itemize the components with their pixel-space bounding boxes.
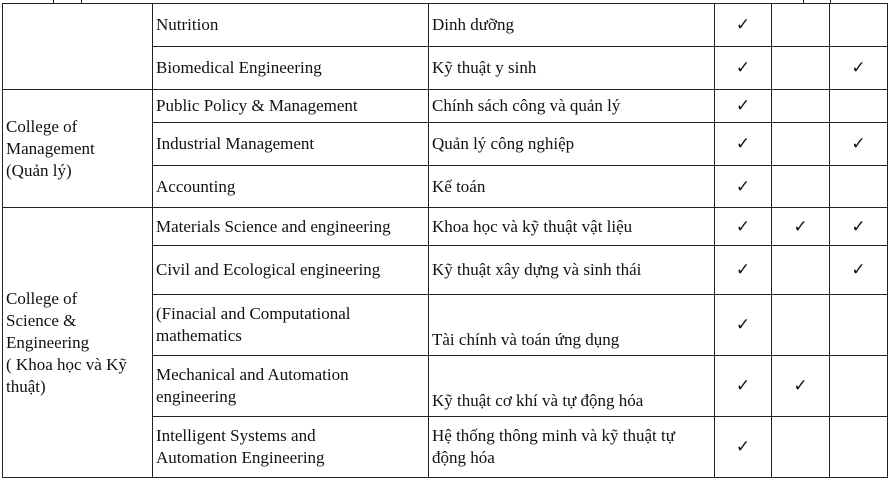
program-name-en: Public Policy & Management <box>153 90 429 123</box>
program-name-en: Civil and Ecological engineering <box>153 246 429 295</box>
check-mark-icon: ✓ <box>735 15 751 35</box>
check-cell-3 <box>830 208 888 246</box>
check-cell-2 <box>772 90 830 123</box>
check-cell-1 <box>715 295 772 356</box>
check-mark-icon: ✓ <box>735 260 751 280</box>
program-name-vn: Tài chính và toán ứng dụng <box>429 295 715 356</box>
check-cell-3 <box>830 166 888 208</box>
program-name-en: Accounting <box>153 166 429 208</box>
check-cell-2 <box>772 246 830 295</box>
table-row <box>3 4 888 47</box>
program-name-en: Mechanical and Automation engineering <box>153 356 429 417</box>
check-cell-2 <box>772 417 830 478</box>
check-mark-icon: ✓ <box>735 437 751 457</box>
check-cell-2 <box>772 208 830 246</box>
check-mark-icon: ✓ <box>735 315 751 335</box>
check-cell-1 <box>715 90 772 123</box>
program-name-en: (Finacial and Computational mathematics <box>153 295 429 356</box>
check-cell-2 <box>772 4 830 47</box>
check-cell-1 <box>715 208 772 246</box>
check-cell-3 <box>830 90 888 123</box>
check-cell-1 <box>715 123 772 166</box>
check-cell-3 <box>830 417 888 478</box>
program-name-vn: Quản lý công nghiệp <box>429 123 715 166</box>
check-mark-icon: ✓ <box>793 216 808 237</box>
check-mark-icon: ✓ <box>735 216 751 237</box>
program-name-vn: Kỹ thuật xây dựng và sinh thái <box>429 246 715 295</box>
check-mark-icon: ✓ <box>735 58 751 78</box>
check-cell-2 <box>772 166 830 208</box>
program-name-en: Industrial Management <box>153 123 429 166</box>
program-name-vn: Kỹ thuật y sinh <box>429 47 715 90</box>
check-cell-2 <box>772 123 830 166</box>
program-name-vn: Kế toán <box>429 166 715 208</box>
program-name-en: Nutrition <box>153 4 429 47</box>
check-mark-icon: ✓ <box>851 216 866 237</box>
check-mark-icon: ✓ <box>735 176 751 197</box>
program-name-vn: Kỹ thuật cơ khí và tự động hóa <box>429 356 715 417</box>
check-cell-2 <box>772 356 830 417</box>
program-name-vn: Chính sách công và quản lý <box>429 90 715 123</box>
check-cell-3 <box>830 295 888 356</box>
check-cell-3 <box>830 246 888 295</box>
check-cell-3 <box>830 356 888 417</box>
table-row <box>3 208 888 246</box>
check-mark-icon: ✓ <box>851 260 866 280</box>
program-name-en: Biomedical Engineering <box>153 47 429 90</box>
check-mark-icon: ✓ <box>735 134 751 154</box>
check-mark-icon: ✓ <box>793 376 808 396</box>
check-cell-1 <box>715 4 772 47</box>
check-cell-1 <box>715 47 772 90</box>
program-table <box>2 3 888 478</box>
check-cell-1 <box>715 166 772 208</box>
program-name-en: Materials Science and engineering <box>153 208 429 246</box>
check-cell-3 <box>830 47 888 90</box>
program-name-vn: Hệ thống thông minh và kỹ thuật tự động hóa <box>429 417 715 478</box>
check-mark-icon: ✓ <box>735 376 751 396</box>
check-cell-1 <box>715 417 772 478</box>
program-table-body <box>3 4 888 478</box>
college-cell: College of Science & Engineering ( Khoa học và Kỹ thuật) <box>3 208 153 478</box>
program-name-vn: Khoa học và kỹ thuật vật liệu <box>429 208 715 246</box>
check-cell-3 <box>830 4 888 47</box>
check-cell-2 <box>772 295 830 356</box>
check-mark-icon: ✓ <box>851 134 866 154</box>
program-name-vn: Dinh dưỡng <box>429 4 715 47</box>
check-cell-1 <box>715 246 772 295</box>
check-cell-3 <box>830 123 888 166</box>
check-cell-1 <box>715 356 772 417</box>
check-cell-2 <box>772 47 830 90</box>
table-row <box>3 90 888 123</box>
check-mark-icon: ✓ <box>851 58 866 78</box>
program-name-en: Intelligent Systems and Automation Engineering <box>153 417 429 478</box>
check-mark-icon: ✓ <box>735 96 751 116</box>
college-cell <box>3 4 153 90</box>
college-cell: College of Management (Quản lý) <box>3 90 153 208</box>
